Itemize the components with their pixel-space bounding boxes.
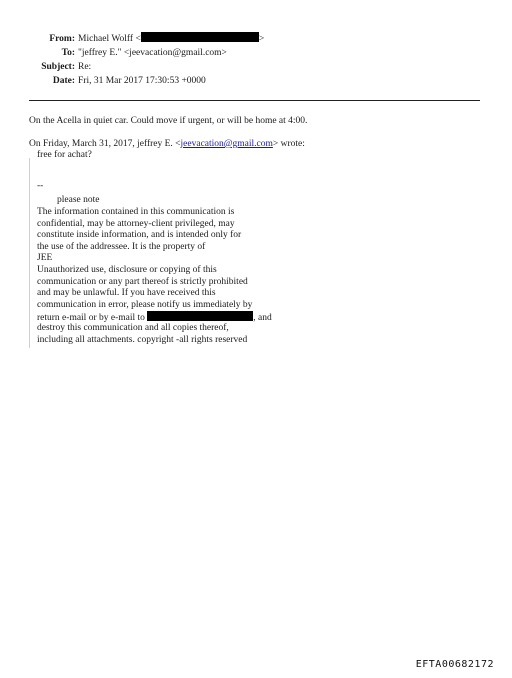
reply-intro-prefix: On Friday, March 31, 2017, jeffrey E. <: [29, 139, 181, 149]
reply-email-link[interactable]: jeevacation@gmail.com: [180, 139, 273, 149]
please-note: please note: [57, 195, 100, 205]
disclaimer-line: the use of the addressee. It is the property of: [37, 241, 206, 252]
disclaimer-line: including all attachments. copyright -all rights reserved: [37, 334, 248, 345]
to-label: To:: [61, 48, 75, 58]
subject-value: Re:: [78, 62, 92, 72]
signature-separator: --: [37, 181, 44, 191]
date-label: Date:: [52, 76, 75, 86]
return-line-suffix: , and: [253, 313, 272, 324]
disclaimer-line: JEE: [37, 253, 53, 264]
from-label: From:: [49, 34, 75, 44]
document-id: EFTA00682172: [415, 659, 494, 670]
from-name: Michael Wolff <: [78, 34, 141, 44]
from-value: [78, 32, 264, 46]
reply-intro: [29, 138, 305, 150]
disclaimer-line: The information contained in this communication is: [37, 207, 235, 217]
disclaimer-line: destroy this communication and all copies thereof,: [37, 323, 229, 333]
disclaimer-line: communication or any part thereof is strictly prohibited: [37, 276, 248, 287]
disclaimer-line: confidential, may be attorney-client privileged, may: [37, 218, 235, 229]
redaction-bar: [141, 32, 259, 42]
redaction-bar: [147, 311, 253, 321]
disclaimer-line: constitute inside information, and is intended only for: [37, 230, 242, 241]
disclaimer-line: and may be unlawful. If you have received this: [37, 288, 216, 299]
return-line-prefix: return e-mail or by e-mail to: [37, 313, 145, 324]
disclaimer-line: Unauthorized use, disclosure or copying of this: [37, 265, 217, 275]
date-value: Fri, 31 Mar 2017 17:30:53 +0000: [78, 76, 206, 86]
quoted-message: free for achat?: [37, 150, 92, 160]
reply-intro-suffix: > wrote:: [272, 139, 305, 149]
from-suffix: >: [258, 34, 265, 44]
to-value: "jeffrey E." <jeevacation@gmail.com>: [78, 48, 227, 58]
disclaimer-line: communication in error, please notify us immediately by: [37, 299, 253, 310]
message-text: On the Acella in quiet car. Could move if urgent, or will be home at 4:00.: [29, 116, 308, 126]
header-divider: [29, 100, 480, 101]
subject-label: Subject:: [41, 62, 75, 72]
